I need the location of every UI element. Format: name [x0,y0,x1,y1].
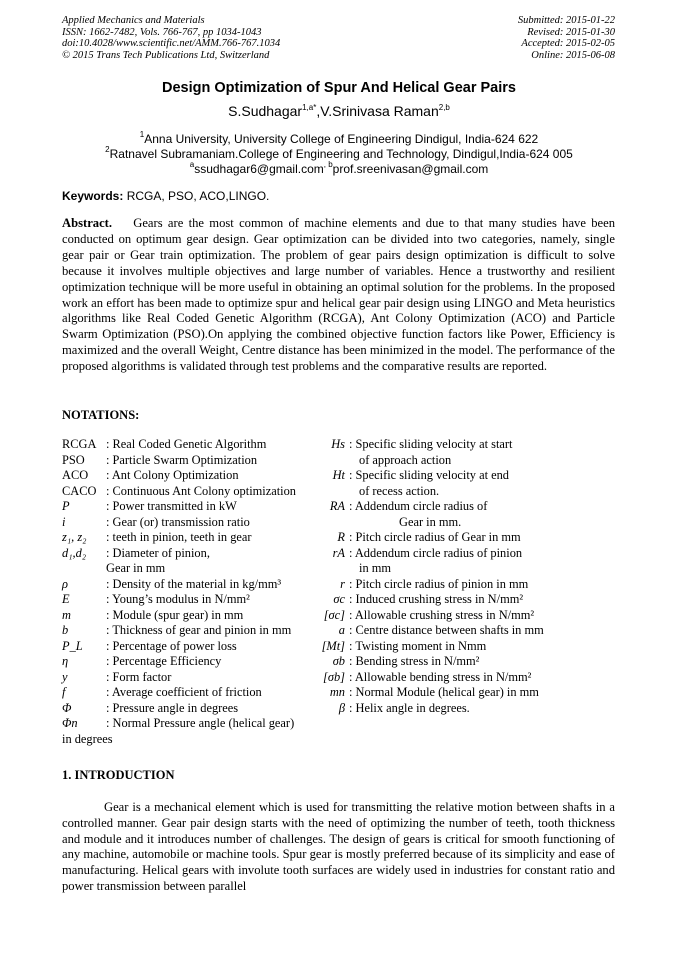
notation-description: : Gear (or) transmission ratio [106,514,250,529]
notation-description: : Power transmitted in kW [106,499,237,513]
notation-symbol: ACO [62,468,89,482]
notation-symbol: ρ [62,576,68,591]
notation-symbol: m [62,607,71,622]
notation-symbol: a [338,623,345,637]
author-2-sup: 2,b [438,103,450,112]
notation-description: of approach action [359,452,452,467]
notation-symbol: RCGA [62,437,97,451]
email-a[interactable]: ssudhagar6@gmail.com [194,162,324,176]
notation-symbol: r [340,576,345,591]
notation-description: : Pitch circle radius of Gear in mm [349,530,521,544]
notation-symbol: Φ [62,700,72,715]
notation-symbol: β [338,700,345,715]
notation-description: Gear in mm. [399,514,462,529]
notation-description: : Continuous Ant Colony optimization [106,483,296,498]
author-separator: , [316,103,321,119]
authors-line [0,103,678,119]
notation-symbol: Ht [332,468,345,482]
keywords-line [62,189,269,203]
notation-symbol: P_L [62,638,83,653]
notation-symbol: PSO [62,452,85,467]
notation-description: : Centre distance between shafts in mm [349,623,544,637]
notation-symbol: z₁, z₂ [62,530,87,544]
notation-description: : Twisting moment in Nmm [349,638,487,653]
keywords-text: RCGA, PSO, ACO,LINGO. [123,189,270,203]
email-a-sup: a [189,160,195,169]
notation-symbol: RA [329,499,345,513]
abstract-text: Gears are the most common of machine elements and due to that many studies have been conducted on optimum gear design. Gear optimization can be divided into two categories, namely, single gear pair or Gear train optimization. The problem of gear pairs design optimization is difficult to solve because it involves multiple objectives and large number of variables. Hence a trustworthy and resilient optimization technique will be more useful in obtaining an optimal solution for the problems. In the proposed work an effort has been made to optimize spur and helical gear pair design using LINGO and Meta heuristics algorithms like Real Coded Genetic Algorithm (RCGA), Ant Colony Optimization (ACO) and Particle Swarm Optimization (PSO).On applying the combined objective function factors like Power, Efficiency is maximized and the overall Weight, Centre distance has been minimized in the model. The performance of the proposed algorithms is validated through test problems and the comparative results are reported. [62,216,616,374]
email-b[interactable]: prof.sreenivasan@gmail.com [332,162,489,176]
notation-symbol: d₁,d₂ [62,545,87,560]
journal-doi[interactable]: doi:10.4028/www.scientific.net/AMM.766-767.1034 [62,38,281,50]
journal-name: Applied Mechanics and Materials [62,15,205,26]
dates-info [518,15,615,61]
notation-symbol: R [337,530,345,544]
notation-symbol: η [62,654,69,668]
notation-description: : Pitch circle radius of pinion in mm [349,576,529,591]
introduction-heading: 1. INTRODUCTION [62,768,175,782]
notation-symbol: Hs [331,437,345,451]
notation-description: : Addendum circle radius of pinion [349,545,523,560]
abstract-label: Abstract. [62,216,113,230]
affiliation-1-text: Anna University, University College of Engineering Dindigul, India-624 622 [144,132,539,146]
notation-symbol: σb [332,654,345,668]
author-1: S.Sudhagar [228,103,303,119]
notation-description: : Allowable crushing stress in N/mm² [349,607,535,622]
notation-description: Gear in mm [106,561,166,575]
notations-heading: NOTATIONS: [62,408,140,422]
notation-description: of recess action. [359,483,440,498]
notation-description: : Module (spur gear) in mm [106,607,244,622]
accepted-date: Accepted: 2015-02-05 [521,38,615,50]
notation-description: : Diameter of pinion, [106,545,210,560]
notation-description: : Average coefficient of friction [106,685,262,699]
notation-description: : Percentage of power loss [106,638,237,653]
keywords-label: Keywords: [62,189,124,203]
notations-table [62,437,622,757]
notation-symbol: CACO [62,483,97,498]
emails-line [0,160,678,176]
notation-description: in mm [359,561,392,575]
notation-symbol: σc [333,592,345,606]
notation-description: : Thickness of gear and pinion in mm [106,623,292,637]
notation-description: : Bending stress in N/mm² [349,654,480,668]
affiliation-2-sup: 2 [105,145,110,154]
affiliation-1 [0,130,678,146]
notation-symbol: f [62,685,66,699]
notation-description: : Percentage Efficiency [106,654,222,668]
submitted-date: Submitted: 2015-01-22 [517,15,615,26]
paper-title: Design Optimization of Spur And Helical Gear Pairs [162,80,516,96]
abstract-paragraph [62,216,615,375]
notation-symbol: [σb] [323,669,345,684]
journal-issn: ISSN: 1662-7482, Vols. 766-767, pp 1034-1043 [62,26,262,38]
notation-symbol: [σc] [323,607,345,622]
notation-symbol: [Mt] [321,638,345,653]
notation-symbol: E [62,592,70,606]
notation-description: : Specific sliding velocity at end [349,468,510,482]
notation-description: : Real Coded Genetic Algorithm [106,437,267,451]
revised-date: Revised: 2015-01-30 [527,26,615,38]
notation-symbol: mn [329,685,345,699]
notation-symbol: Φn [62,716,78,730]
notation-description: : Ant Colony Optimization [106,468,239,482]
author-1-sup: 1,a* [302,103,317,112]
notation-description: : Pressure angle in degrees [106,700,239,715]
affiliation-1-sup: 1 [139,130,145,139]
notation-description: : Addendum circle radius of [349,499,488,513]
journal-copyright: © 2015 Trans Tech Publications Ltd, Switzerland [62,49,270,61]
notation-description: : Allowable bending stress in N/mm² [349,669,532,684]
journal-info [62,15,280,61]
notation-description: : Normal Pressure angle (helical gear) [106,716,295,730]
notation-description: : Helix angle in degrees. [349,700,470,715]
notation-description: in degrees [62,731,113,746]
notation-description: : teeth in pinion, teeth in gear [106,530,252,544]
introduction-paragraph: Gear is a mechanical element which is used for transmitting the relative motion between shafts in a controlled manner. Gear pair design starts with the need of optimizing the number of teeth, tooth thickness and module and it introduces number of challenges. The design of gears is critical for smooth functioning of any machine, automobile or machine tools. Spur gear is mostly preferred because of its simplicity and ease of manufacturing. Helical gears with involute tooth surfaces are widely used in industries for constant ratio and power transmission between parallel [62,800,615,893]
notation-symbol: i [62,514,66,529]
notation-symbol: y [62,669,68,684]
notation-description: : Young’s modulus in N/mm² [106,592,250,606]
notation-description: : Density of the material in kg/mm³ [106,576,282,591]
notation-symbol: P [62,499,70,513]
notation-description: : Particle Swarm Optimization [106,452,258,467]
notation-symbol: rA [332,545,345,560]
notation-description: : Form factor [106,669,172,684]
notation-description: : Specific sliding velocity at start [349,437,513,451]
email-b-sup: , b [323,160,333,169]
affiliation-2-text: Ratnavel Subramaniam.College of Engineering and Technology, Dindigul,India-624 005 [109,147,573,161]
notation-description: : Normal Module (helical gear) in mm [349,685,539,699]
notation-description: : Induced crushing stress in N/mm² [349,592,524,606]
author-2: V.Srinivasa Raman [320,103,439,119]
online-date: Online: 2015-06-08 [531,49,615,61]
affiliation-2 [0,145,678,161]
notation-symbol: b [62,623,69,637]
